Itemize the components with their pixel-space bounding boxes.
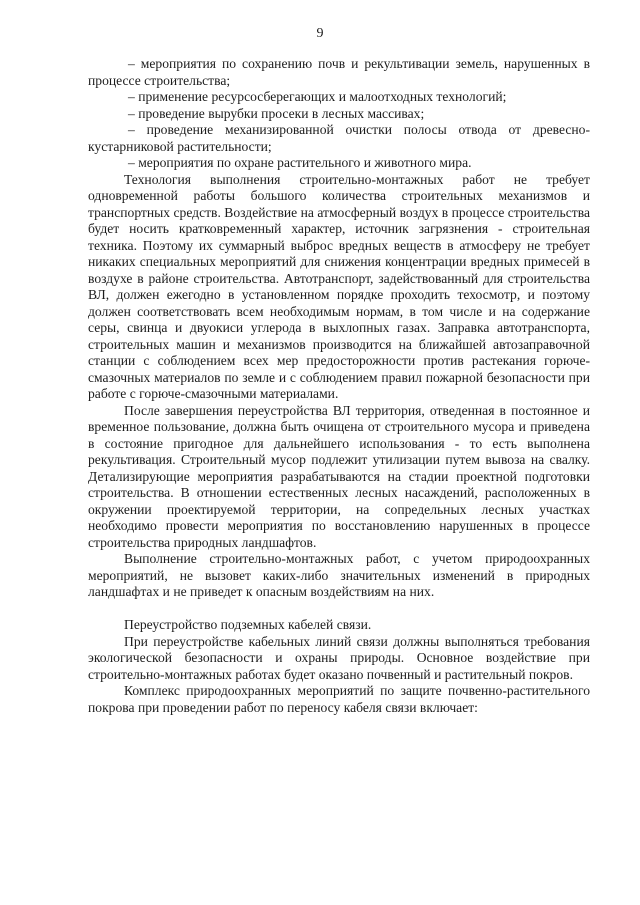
page-content [88,56,590,716]
paragraph-complex: Комплекс природоохранных мероприятий по защите почвенно-растительного покрова при проведении работ по переносу кабеля связи включает: [88,683,590,715]
bullet-item: – проведение механизированной очистки полосы отвода от древесно-кустарниковой растительности; [88,122,590,154]
page-number: 9 [316,26,324,41]
paragraph-after-reconstruction: После завершения переустройства ВЛ территория, отведенная в постоянное и временное пользование, должна быть очищена от строительного мусора и приведена в состояние пригодное для дальнейшего использования - то есть выполнена рекультивация. Строительный мусор подлежит утилизации путем вывоза на свалку. Детализирующие мероприятия разрабатываются на стадии проектной подготовки строительства. В отношении естественных лесных насаждений, расположенных в окружении проектируемой территории, на сопредельных лесных участках необходимо провести мероприятия по восстановлению нарушенных в процессе строительства природных ландшафтов. [88,402,590,550]
section-heading: Переустройство подземных кабелей связи. [124,617,372,632]
paragraph-conclusion: Выполнение строительно-монтажных работ, с учетом природоохранных мероприятий, не вызовет каких-либо значительных изменений в природных ландшафтах и не приведет к опасным воздействиям на них. [88,551,590,599]
bullet-item: – проведение вырубки просеки в лесных массивах; [128,105,425,121]
paragraph-technology: Технология выполнения строительно-монтажных работ не требует одновременной работы большого количества строительных механизмов и транспортных средств. Воздействие на атмосферный воздух в процессе строительства будет носить кратковременный характер, источник загрязнения - строительная техника. Поэтому их суммарный выброс вредных веществ в атмосферу не требует никаких специальных мероприятий для снижения концентрации вредных примесей в воздухе в районе строительства. Автотранспорт, задействованный для строительства ВЛ, должен ежегодно в установленном порядке проходить техосмотр, и поэтому должен соответствовать всем необходимым нормам, в том числе и на содержание серы, свинца и двуокиси углерода в выхлопных газах. Заправка автотранспорта, строительных машин и механизмов производится на ближайшей автозаправочной станции с соблюдением всех мер предосторожности против растекания горюче-смазочных материалов по земле и с соблюдением правил пожарной безопасности при работе с горюче-смазочными материалами. [88,171,590,401]
bullet-item: – мероприятия по охране растительного и животного мира. [128,155,472,170]
bullet-item: – мероприятия по сохранению почв и рекультивации земель, нарушенных в процессе строительства; [88,56,590,88]
paragraph-cable-lines: При переустройстве кабельных линий связи должны выполняться требования экологической безопасности и охраны природы. Основное воздействие при строительно-монтажных работах будет оказано почвенный и растительный покров. [88,633,590,682]
bullet-item: – применение ресурсосберегающих и малоотходных технологий; [128,89,507,104]
